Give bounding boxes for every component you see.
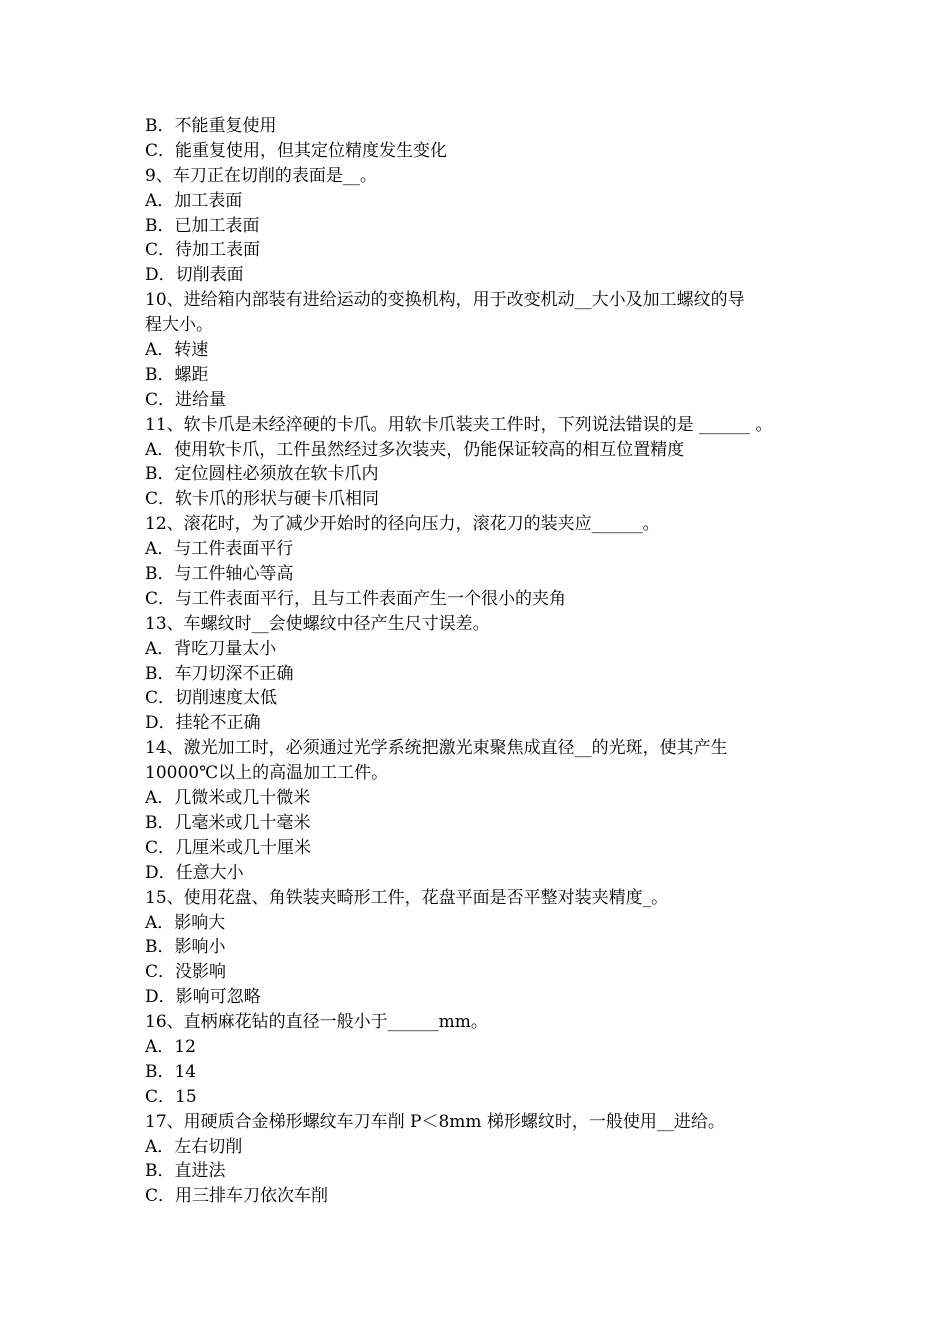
option-line: A．几微米或几十微米 bbox=[145, 788, 311, 809]
option-line: C．与工件表面平行，且与工件表面产生一个很小的夹角 bbox=[145, 588, 567, 609]
question-13: 13、车螺纹时__会使螺纹中径产生尺寸误差。 bbox=[145, 613, 490, 634]
option-line: B．与工件轴心等高 bbox=[145, 564, 294, 585]
option-line: B．14 bbox=[145, 1061, 197, 1082]
question-10: 10、进给箱内部装有进给运动的变换机构，用于改变机动__大小及加工螺纹的导 bbox=[145, 290, 745, 311]
option-line: C．没影响 bbox=[145, 962, 227, 983]
question-16: 16、直柄麻花钻的直径一般小于______mm。 bbox=[145, 1012, 488, 1033]
option-line: B．几毫米或几十毫米 bbox=[145, 812, 311, 833]
question-11: 11、软卡爪是未经淬硬的卡爪。用软卡爪装夹工件时，下列说法错误的是 ______ 。 bbox=[145, 414, 773, 435]
option-line: A．背吃刀量太小 bbox=[145, 638, 277, 659]
question-14-continuation: 10000℃以上的高温加工工件。 bbox=[145, 763, 389, 784]
option-line: A．12 bbox=[145, 1036, 196, 1057]
question-15: 15、使用花盘、角铁装夹畸形工件，花盘平面是否平整对装夹精度_。 bbox=[145, 887, 669, 908]
option-line: B．直进法 bbox=[145, 1161, 226, 1182]
option-line: A．与工件表面平行 bbox=[145, 539, 294, 560]
option-line: D．任意大小 bbox=[145, 862, 244, 883]
option-line: B．不能重复使用 bbox=[145, 116, 277, 136]
option-line: B．螺距 bbox=[145, 364, 209, 385]
option-line: A．转速 bbox=[145, 340, 209, 361]
question-14: 14、激光加工时，必须通过光学系统把激光束聚焦成直径__的光斑，使其产生 bbox=[145, 738, 728, 759]
option-line: A．影响大 bbox=[145, 912, 226, 933]
question-12: 12、滚花时，为了减少开始时的径向压力，滚花刀的装夹应______。 bbox=[145, 514, 660, 535]
option-line: C．15 bbox=[145, 1086, 197, 1107]
option-line: B．已加工表面 bbox=[145, 215, 260, 236]
question-9: 9、车刀正在切削的表面是__。 bbox=[145, 165, 377, 186]
option-line: B．定位圆柱必须放在软卡爪内 bbox=[145, 464, 379, 485]
question-17: 17、用硬质合金梯形螺纹车刀车削 P＜8mm 梯形螺纹时，一般使用__进给。 bbox=[145, 1111, 725, 1132]
option-line: B．影响小 bbox=[145, 937, 226, 958]
option-line: A．左右切削 bbox=[145, 1136, 243, 1157]
document-body bbox=[145, 114, 825, 1209]
option-line: C．能重复使用，但其定位精度发生变化 bbox=[145, 140, 448, 161]
option-line: D．影响可忽略 bbox=[145, 987, 261, 1008]
question-10-continuation: 程大小。 bbox=[145, 315, 213, 336]
option-line: C．几厘米或几十厘米 bbox=[145, 837, 312, 858]
option-line: C．进给量 bbox=[145, 389, 227, 410]
option-line: D．切削表面 bbox=[145, 265, 244, 286]
option-line: A．使用软卡爪，工件虽然经过多次装夹，仍能保证较高的相互位置精度 bbox=[145, 439, 685, 460]
option-line: C．切削速度太低 bbox=[145, 688, 278, 709]
option-line: B．车刀切深不正确 bbox=[145, 663, 294, 684]
option-line: A．加工表面 bbox=[145, 190, 243, 211]
option-line: C．待加工表面 bbox=[145, 240, 261, 261]
option-line: D．挂轮不正确 bbox=[145, 713, 261, 734]
option-line: C．软卡爪的形状与硬卡爪相同 bbox=[145, 489, 380, 510]
option-line: C．用三排车刀依次车削 bbox=[145, 1186, 329, 1207]
